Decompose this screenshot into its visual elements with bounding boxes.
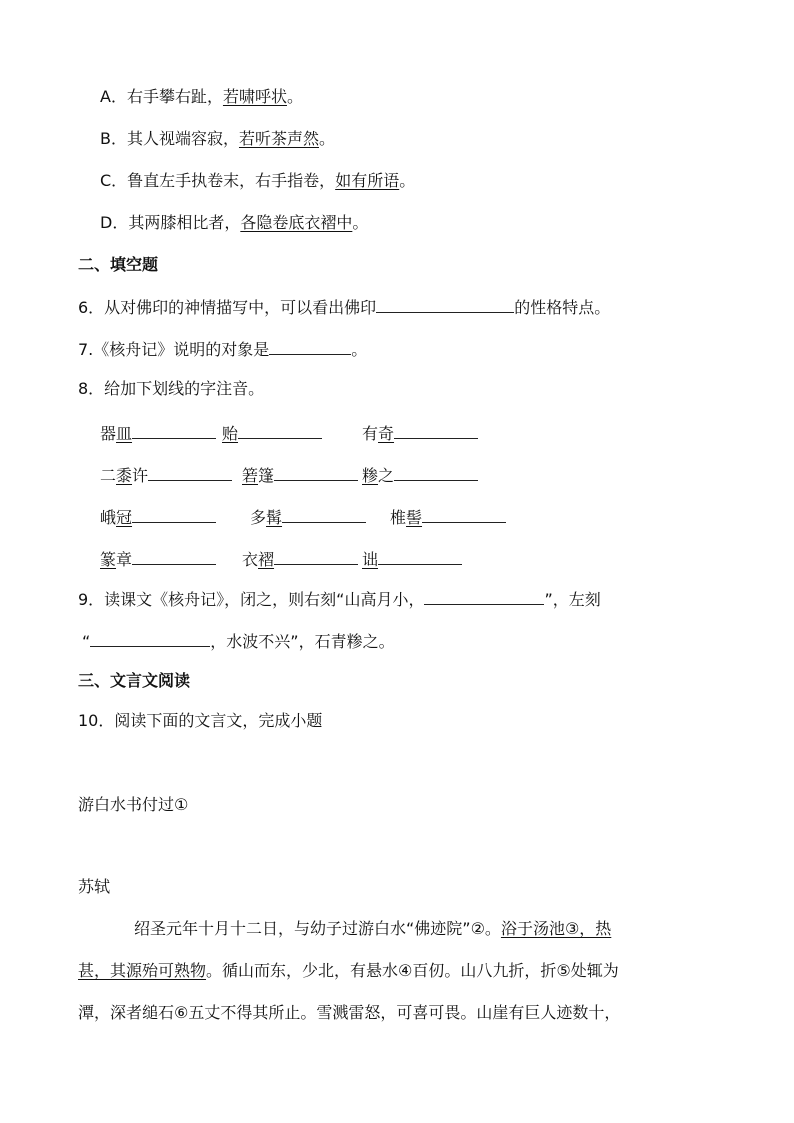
passage-author: 苏轼 [78, 877, 111, 896]
passage-text: 。循山而东，少北，有悬水④百仞。山八九折，折⑤处辄为 [206, 961, 619, 980]
q8-row-4-item-2 [242, 546, 358, 571]
q8-row-2 [100, 462, 232, 487]
option-d-text: D．其两膝相比者， [100, 213, 241, 232]
q8-row-3 [100, 504, 216, 529]
q8-word-text: 器 [100, 424, 117, 443]
q9-quote-open: “ [82, 632, 91, 651]
q8-pinyin-blank[interactable] [274, 546, 358, 565]
q8-pinyin-blank[interactable] [148, 462, 232, 481]
q8-pinyin-blank[interactable] [132, 504, 216, 523]
q7-answer-blank[interactable] [269, 336, 351, 355]
q8-pinyin-blank[interactable] [274, 462, 358, 481]
q8-pinyin-blank[interactable] [422, 504, 506, 523]
q8-row-3-item-3 [390, 504, 506, 529]
q9-text-mid: ”，左刻 [544, 590, 601, 609]
q8-word-text: 峨 [100, 508, 117, 527]
q9-answer-blank-1[interactable] [424, 586, 544, 605]
option-d-end: 。 [352, 213, 369, 232]
q8-word-text: 椎 [390, 508, 407, 527]
q6-text: 6．从对佛印的神情描写中，可以看出佛印 [78, 298, 377, 317]
option-a [100, 86, 303, 108]
passage-line-3: 潭，深者缒石⑥五丈不得其所止。雪溅雷怒，可喜可畏。山崖有巨人迹数十， [78, 1003, 621, 1022]
q7-text-end: 。 [351, 340, 368, 359]
option-a-text: A．右手攀右趾， [100, 87, 223, 106]
q8-row-2-item-3 [362, 462, 478, 487]
q8-underlined-char: 冠 [116, 508, 133, 527]
q8-underlined-char: 篆 [100, 550, 117, 569]
question-6 [78, 294, 610, 319]
passage-underlined: 浴于汤池③，热 [500, 919, 612, 938]
q8-pinyin-blank[interactable] [394, 420, 478, 439]
q8-pinyin-blank[interactable] [282, 504, 366, 523]
option-a-underlined: 若啸呼状 [222, 87, 287, 106]
option-b-end: 。 [319, 129, 336, 148]
q8-pinyin-blank[interactable] [238, 420, 322, 439]
q6-text-end: 的性格特点。 [514, 298, 611, 317]
q8-row-1-item-2 [222, 420, 322, 445]
section-heading-fill: 二、填空题 [78, 255, 159, 274]
section-heading-classical: 三、文言文阅读 [78, 671, 191, 690]
q8-underlined-char: 诎 [362, 550, 379, 569]
q8-word-text: 之 [378, 466, 395, 485]
q6-answer-blank[interactable] [376, 294, 514, 313]
passage-line-2 [78, 960, 619, 982]
question-7 [78, 336, 367, 361]
question-10: 10．阅读下面的文言文，完成小题 [78, 711, 323, 730]
option-a-end: 。 [286, 87, 303, 106]
question-9-line-2 [82, 628, 395, 653]
option-b-underlined: 若听茶声然 [238, 129, 319, 148]
option-c-end: 。 [399, 171, 416, 190]
q8-pinyin-blank[interactable] [394, 462, 478, 481]
option-c-text: C．鲁直左手执卷末，右手指卷， [100, 171, 336, 190]
q8-row-1-item-3 [362, 420, 478, 445]
q8-underlined-char: 黍 [116, 466, 133, 485]
q8-underlined-char: 奇 [378, 424, 395, 443]
q8-pinyin-blank[interactable] [378, 546, 462, 565]
q8-row-4 [100, 546, 216, 571]
option-d-underlined: 各隐卷底衣褶中 [240, 213, 353, 232]
question-9 [78, 586, 601, 611]
q8-word-text: 篷 [258, 466, 275, 485]
q8-word-text: 许 [132, 466, 149, 485]
q8-pinyin-blank[interactable] [132, 420, 216, 439]
q8-word-text: 多 [250, 508, 267, 527]
q8-underlined-char: 贻 [222, 424, 239, 443]
q8-word-text: 章 [116, 550, 133, 569]
q8-underlined-char: 箬 [242, 466, 259, 485]
q7-text: 7.《核舟记》说明的对象是 [78, 340, 270, 359]
q8-underlined-char: 髻 [406, 508, 423, 527]
passage-line-1 [134, 918, 611, 940]
q8-pinyin-blank[interactable] [132, 546, 216, 565]
option-c [100, 170, 415, 192]
q9-text: 9．读课文《核舟记》，闭之，则右刻“山高月小， [78, 590, 425, 609]
q8-underlined-char: 皿 [116, 424, 133, 443]
q8-word-text: 衣 [242, 550, 259, 569]
q8-row-3-item-2 [250, 504, 366, 529]
q8-underlined-char: 糁 [362, 466, 379, 485]
option-c-underlined: 如有所语 [335, 171, 400, 190]
q8-underlined-char: 髯 [266, 508, 283, 527]
q8-underlined-char: 褶 [258, 550, 275, 569]
passage-underlined: 甚，其源殆可熟物 [78, 961, 207, 980]
q8-row-1 [100, 420, 216, 445]
q8-row-2-item-2 [242, 462, 358, 487]
option-d [100, 212, 368, 234]
q9-text-end: ，水波不兴”，石青糁之。 [210, 632, 395, 651]
q8-word-text: 有 [362, 424, 379, 443]
option-b-text: B．其人视端容寂， [100, 129, 239, 148]
passage-text: 绍圣元年十月十二日，与幼子过游白水“佛迹院”②。 [134, 919, 501, 938]
passage-title: 游白水书付过① [78, 795, 189, 814]
q9-answer-blank-2[interactable] [90, 628, 210, 647]
question-8-title: 8．给加下划线的字注音。 [78, 379, 265, 398]
q8-row-4-item-3 [362, 546, 462, 571]
q8-word-text: 二 [100, 466, 117, 485]
option-b [100, 128, 335, 150]
